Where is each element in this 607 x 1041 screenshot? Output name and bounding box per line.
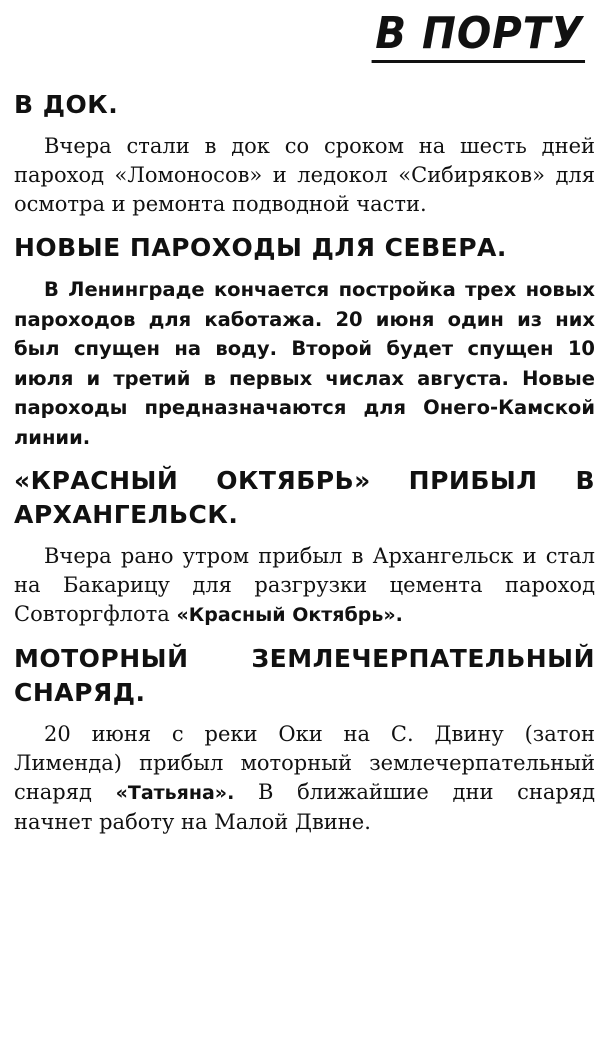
article-headline: В ДОК.: [14, 90, 119, 119]
ship-name: «Татьяна».: [115, 782, 235, 804]
article-headline: НОВЫЕ ПАРОХОДЫ ДЛЯ СЕВЕРА.: [14, 233, 507, 262]
article-dredger: [14, 642, 595, 837]
section-rubric: [14, 8, 595, 70]
article-body-text: 20 июня с реки Оки на С. Двину (затон Лименда) прибыл моторный землечерпательный снаряд: [14, 722, 595, 804]
article-body: [14, 542, 595, 630]
article-body-text: В ближайшие дни снаряд начнет работу на Малой Двине.: [14, 780, 596, 834]
article-headline: МОТОРНЫЙ ЗЕМЛЕЧЕРПАТЕЛЬНЫЙ СНАРЯД.: [14, 644, 595, 707]
article-body: В Ленинграде кончается постройка трех новых пароходов для каботажа. 20 июня один из них был спущен на воду. Второй будет спущен 10 июля и третий в первых числах августа. Новые пароходы предназначаются для Онего-Камской линии.: [14, 278, 595, 449]
article-body: Вчера стали в док со сроком на шесть дней пароход «Ломоносов» и ледокол «Сибиряков» для осмотра и ремонта подводной части.: [14, 134, 595, 216]
article-headline: «КРАСНЫЙ ОКТЯБРЬ» ПРИБЫЛ В АРХАНГЕЛЬСК.: [14, 466, 595, 529]
article-new-ships: [14, 231, 595, 452]
article-dock: [14, 88, 595, 219]
article-krasny-oktyabr: [14, 464, 595, 630]
article-body-text: Вчера рано утром прибыл в Архангельск и стал на Бакарицу для разгрузки цемента пароход Совторгфлота: [14, 544, 595, 626]
ship-name: «Красный Октябрь».: [176, 604, 403, 626]
rubric-title: В ПОРТУ: [371, 8, 585, 63]
article-body: [14, 720, 595, 837]
